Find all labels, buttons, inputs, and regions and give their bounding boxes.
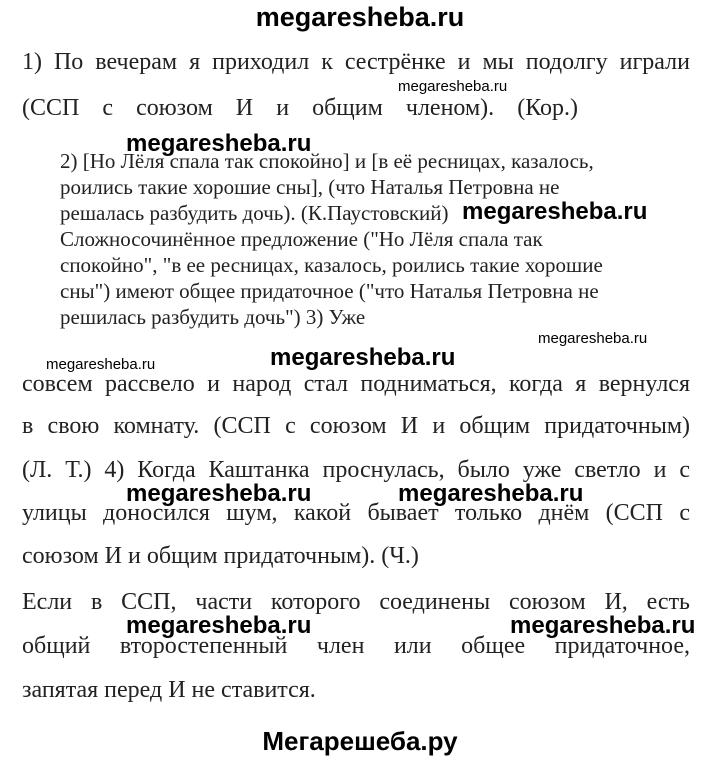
text-small-2: роились такие хорошие сны], (что Наталья Петровна не xyxy=(60,175,560,199)
text-small-6: сны") имеют общее придаточное ("что Наталья Петровна не xyxy=(60,279,599,303)
watermark-bold: megaresheba.ru xyxy=(126,130,312,157)
text-small-5: спокойно", "в ее ресницах, казалось, роились такие хорошие xyxy=(60,253,603,277)
watermark-bold: megaresheba.ru xyxy=(126,612,312,639)
text-line-7: союзом И и общим придаточным). (Ч.) xyxy=(22,543,419,569)
text-line-10: запятая перед И не ставится. xyxy=(22,677,316,703)
text-small-4: Сложносочинённое предложение ("Но Лёля спала так xyxy=(60,227,543,251)
watermark-bold: megaresheba.ru xyxy=(126,480,312,507)
watermark-bold: megaresheba.ru xyxy=(270,344,456,371)
watermark-small: megaresheba.ru xyxy=(46,356,156,373)
text-small-1: 2) [Но Лёля спала так спокойно] и [в её ресницах, казалось, xyxy=(60,149,594,173)
site-header: megaresheba.ru xyxy=(255,2,465,32)
watermark-small: megaresheba.ru xyxy=(398,78,508,95)
text-small-7: решилась разбудить дочь") 3) Уже xyxy=(60,305,366,329)
text-line-5: (Л. Т.) 4) Когда Каштанка проснулась, было уже светло и с xyxy=(22,457,690,483)
text-line-9: общий второстепенный член или общее придаточное, xyxy=(22,633,690,659)
text-line-8: Если в ССП, части которого соединены союзом И, есть xyxy=(22,589,690,615)
watermark-bold: megaresheba.ru xyxy=(510,612,696,639)
text-line-2: (ССП с союзом И и общим членом). (Кор.) xyxy=(22,95,578,121)
text-line-6: улицы доносился шум, какой бывает только днём (ССП с xyxy=(22,500,690,526)
text-line-1: 1) По вечерам я приходил к сестрёнке и мы подолгу играли xyxy=(22,49,690,75)
site-footer: Мегарешеба.ру xyxy=(262,726,458,756)
text-line-3: совсем рассвело и народ стал подниматься, когда я вернулся xyxy=(22,371,690,397)
watermark-bold: megaresheba.ru xyxy=(398,480,584,507)
watermark-small: megaresheba.ru xyxy=(538,330,648,347)
text-small-3: решалась разбудить дочь). (К.Паустовский) xyxy=(60,201,449,225)
watermark-bold: megaresheba.ru xyxy=(462,198,648,225)
text-line-4: в свою комнату. (ССП с союзом И и общим придаточным) xyxy=(22,413,690,439)
